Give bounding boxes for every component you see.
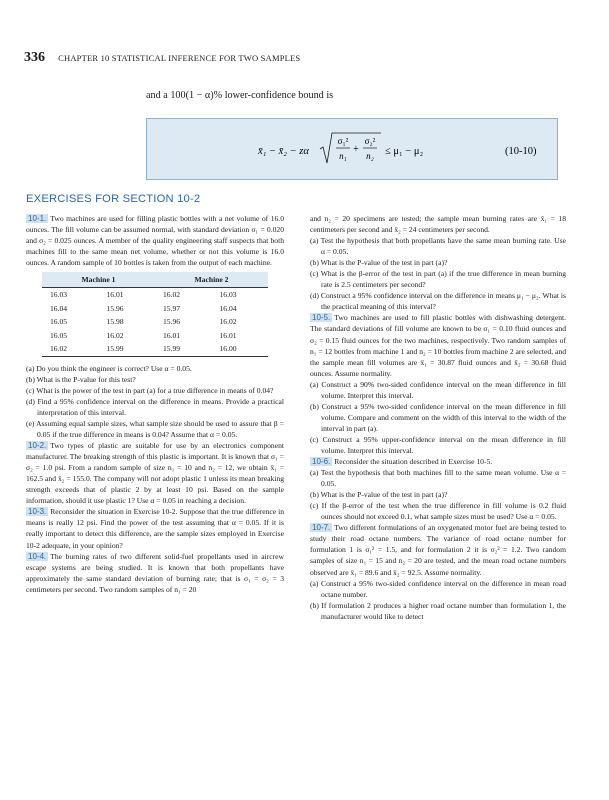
table-row: 16.05 15.98 15.96 16.02 (50, 317, 237, 327)
eq-rad-den-2: n₂ (366, 151, 374, 161)
eq-right: ≤ μ₁ − μ₂ (385, 146, 424, 157)
eq-left: x̄₁ − x̄₂ − zα (258, 146, 309, 157)
exercise-part: (e) Assuming equal sample sizes, what sample size should be used to assure that β = 0.05 if the true difference in means is 0.04? Assume that α = 0.05. (26, 419, 284, 440)
exercise-number: 10-7. (312, 523, 331, 533)
page-header (24, 50, 300, 66)
exercise-10-5: 10-5. Two machines are used to fill plastic bottles with dishwashing detergent. The standard deviations of fill volume are known to be σ₁ = 0.10 fluid ounces and σ₂ = 0.15 fluid ounces for the two machines, respectively. Two random samples of n₁ = 12 bottles from machine 1 and n₂ = 10 bottles from machine 2 are selected, and the sample mean fill volumes are x̄₁ = 30.87 fluid ounces and x̄₂ = 30.68 fluid ounces. Assume normality. (310, 313, 566, 378)
exercise-part: (c) If the β-error of the test when the true difference in fill volume is 0.2 fluid ounces should not exceed 0.1, what sample sizes must be used? Use α = 0.05. (310, 501, 566, 522)
exercise-part: (a) Construct a 90% two-sided confidence interval on the mean difference in fill volume. Interpret this interval. (310, 379, 566, 400)
eq-plus: + (353, 144, 359, 155)
right-column (310, 213, 566, 622)
table-row: 16.02 15.99 15.99 16.00 (42, 342, 268, 356)
table-header-machine-1: Machine 1 (42, 272, 155, 288)
equation-10-10 (147, 119, 557, 179)
table-row: 16.03 16.01 16.02 16.03 (50, 290, 237, 300)
exercise-10-3: 10-3. Reconsider the situation in Exercise 10-2. Suppose that the true difference in means is really 12 psi. Find the power of the test assuming that α = 0.05. If it is really important to detect this difference, are the sample sizes employed in Exercise 10-2 adequate, in your opinion? (26, 507, 284, 550)
exercise-number: 10-6. (312, 457, 331, 467)
exercise-part: (a) Do you think the engineer is correct? Use α = 0.05. (26, 363, 192, 373)
exercise-part: (b) What is the P-value of the test in part (a)? (310, 258, 448, 268)
exercise-part: (d) Construct a 95% confidence interval on the difference in means μ₁ − μ₂. What is the practical meaning of this interval? (310, 291, 566, 312)
equation-box (146, 118, 558, 180)
running-title: CHAPTER 10 STATISTICAL INFERENCE FOR TWO SAMPLES (58, 53, 301, 63)
machine-data-table (42, 272, 268, 357)
exercise-number: 10-3. (28, 507, 47, 517)
exercise-part: (b) What is the P-value of the test in part (a)? (310, 490, 448, 500)
left-column (26, 213, 284, 595)
exercise-part: (a) Test the hypothesis that both propellants have the same mean burning rate. Use α = 0.05. (310, 236, 566, 257)
exercise-number: 10-1. (28, 214, 47, 223)
exercise-part: (a) Test the hypothesis that both machines fill to the same mean volume. Use α = 0.05. (310, 468, 566, 489)
exercise-part: (d) Find a 95% confidence interval on the difference in means. Provide a practical interpretation of this interval. (26, 396, 284, 417)
table-row: 16.04 15.96 15.97 16.04 (50, 303, 237, 313)
exercise-part: (b) What is the P-value for this test? (26, 374, 136, 384)
exercise-10-2: 10-2. Two types of plastic are suitable for use by an electronics component manufacturer. The breaking strength of this plastic is important. It is known that σ₁ = σ₂ = 1.0 psi. From a random sample of size n₁ = 10 and n₂ = 12, we obtain x̄₁ = 162.5 and x̄₂ = 155.0. The company will not adopt plastic 1 unless its mean breaking strength exceeds that of plastic 2 by at least 10 psi. Based on the sample information, should it use plastic 1? Use α = 0.05 in reaching a decision. (26, 441, 284, 506)
table-row: 16.05 16.02 16.01 16.01 (50, 330, 237, 340)
page-number: 336 (24, 50, 45, 65)
section-title: EXERCISES FOR SECTION 10-2 (26, 193, 201, 205)
eq-rad-den-1: n₁ (339, 151, 347, 161)
exercise-part: (c) Construct a 95% upper-confidence interval on the mean difference in fill volume. Interpret this interval. (310, 434, 566, 455)
exercise-10-7: 10-7. Two different formulations of an oxygenated motor fuel are being tested to study their road octane numbers. The variance of road octane number for formulation 1 is σ₁² = 1.5, and for formulation 2 it is σ₂² = 1.2. Two random samples of size n₁ = 15 and n₂ = 20 are tested, and the mean road octane numbers observed are x̄₁ = 89.6 and x̄₂ = 92.5. Assume normality. (310, 523, 566, 577)
exercise-part: (b) Construct a 95% two-sided confidence interval on the mean difference in fill volume. Compare and comment on the width of this interval to the width of the interval in part (a). (310, 401, 566, 433)
exercise-number: 10-4. (28, 551, 47, 561)
exercise-part: (c) What is the power of the test in part (a) for a true difference in means of 0.04? (26, 385, 274, 395)
table-header-machine-2: Machine 2 (155, 272, 268, 288)
eq-rad-num-2: σ₂² (364, 136, 376, 146)
eq-number: (10-10) (505, 146, 537, 157)
exercise-part: (a) Construct a 95% two-sided confidence interval on the difference in mean road octane number. (310, 578, 566, 599)
exercise-10-1: 10-1. Two machines are used for filling plastic bottles with a net volume of 16.0 ounces. The fill volume can be assumed normal, with standard deviation σ₁ = 0.020 and σ₂ = 0.025 ounces. A member of the quality engineering staff suspects that both machines fill to the same mean net volume, whether or not this volume is 16.0 ounces. A random sample of 10 bottles is taken from the output of each machine. (26, 214, 284, 268)
exercise-part: (c) What is the β-error of the test in part (a) if the true difference in mean burning rate is 2.5 centimeters per second? (310, 269, 566, 290)
exercise-10-4-continued: and n₂ = 20 specimens are tested; the sample mean burning rates are x̄₁ = 18 centimeters per second and x̄₂ = 24 centimeters per second. (310, 214, 566, 235)
exercise-10-6: 10-6. Reconsider the situation described in Exercise 10-5. (312, 457, 493, 467)
exercise-10-4: 10-4. The burning rates of two different solid-fuel propellants used in aircrew escape systems are being studied. It is known that both propellants have approximately the same standard deviation of burning rate; that is σ₁ = σ₂ = 3 centimeters per second. Two random samples of n₁ = 20 (26, 551, 284, 594)
exercise-number: 10-5. (312, 313, 331, 323)
exercise-part: (b) If formulation 2 produces a higher road octane number than formulation 1, the manufacturer would like to detect (310, 600, 566, 621)
eq-rad-num-1: σ₁² (337, 136, 349, 146)
intro-text: and a 100(1 − α)% lower-confidence bound is (146, 90, 334, 101)
exercise-number: 10-2. (28, 441, 47, 451)
